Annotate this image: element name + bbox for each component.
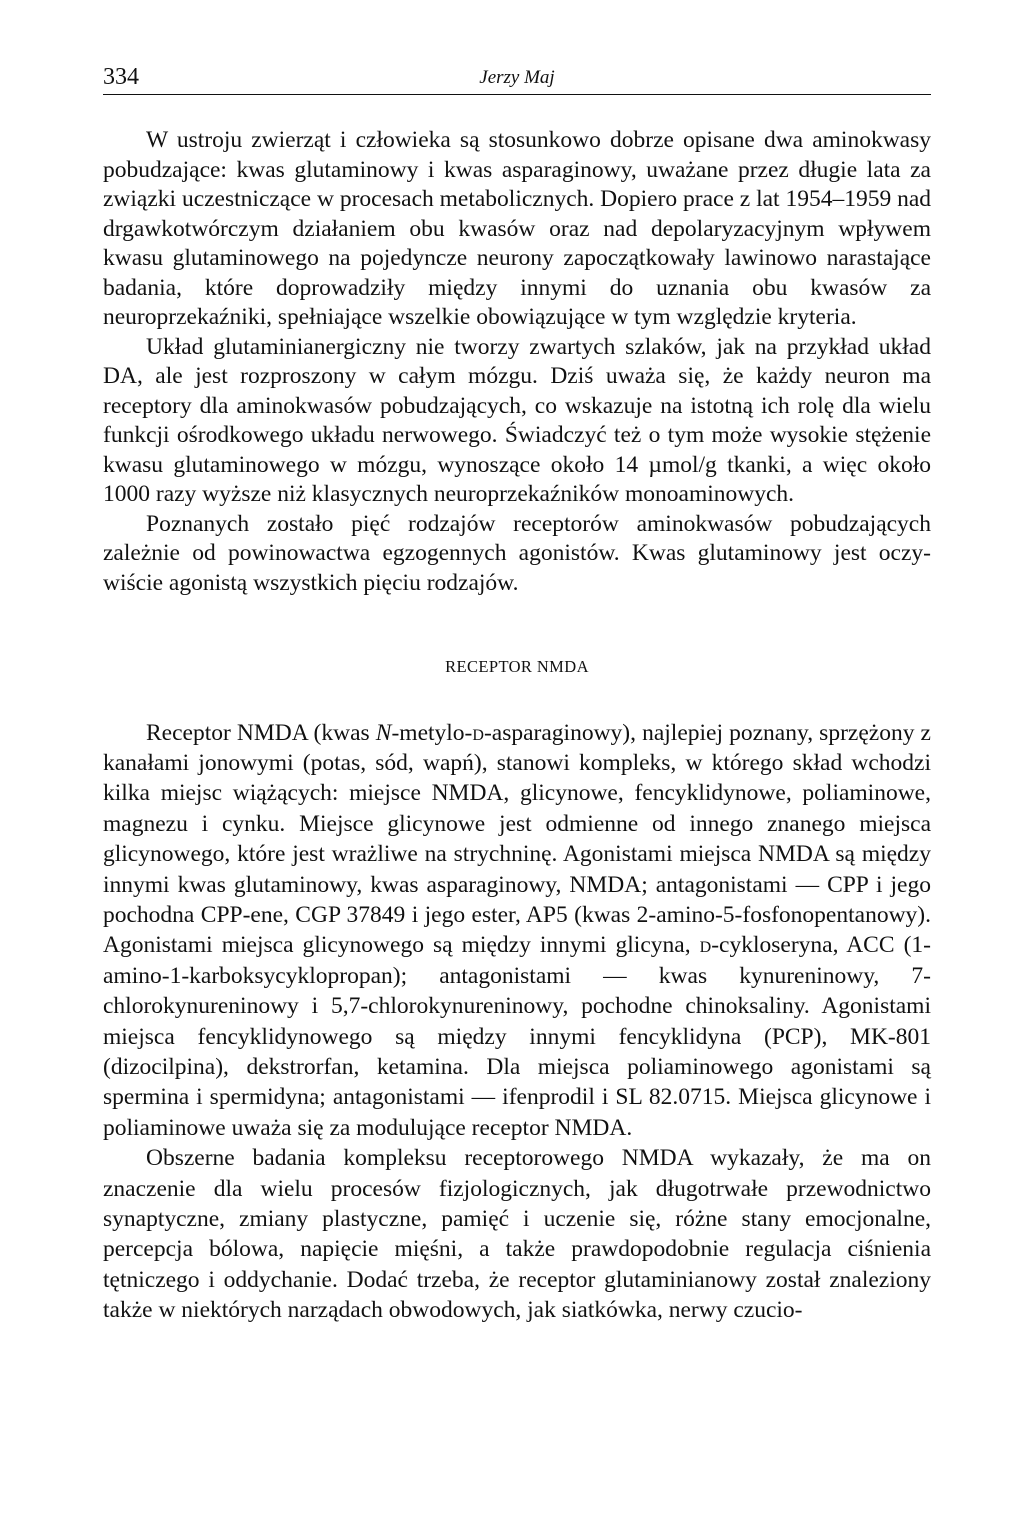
running-head: Jerzy Maj (479, 67, 555, 88)
paragraph: Obszerne badania kompleksu receptorowego NMDA wykazały, że ma on znaczenie dla wielu procesów fizjologicznych, jak długotrwałe przewodnictwo synaptyczne, zmiany plastyczne, pamięć i uczenie się, różne stany emocjonalne, percepcja bólowa, napięcie mięśni, a także prawdopodobnie regulacja ciśnienia tętniczego i oddychanie. Dodać trzeba, że receptor glutaminianowy został znaleziony także w niektórych narządach obwodowych, jak siatkówka, nerwy czucio- (103, 1145, 931, 1324)
body-text (103, 126, 931, 1326)
page-header (103, 62, 931, 95)
text-run: -metylo- (391, 719, 473, 746)
page-number: 334 (103, 64, 139, 90)
paragraph: Układ glutaminianergiczny nie tworzy zwartych szlaków, jak na przykład układ DA, ale jest rozproszony w całym mózgu. Dziś uważa się, że każdy neuron ma receptory dla aminokwasów pobudzających, co wskazuje na istotną ich rolę dla wielu funkcji ośrodkowego układu nerwowego. Świadczyć też o tym może wysokie stężenie kwasu glutaminowego w mózgu, wynoszące około 14 µmol/g tkanki, a więc około 1000 razy wyższe niż klasycznych neuroprzekaźników monoaminowych. (103, 333, 931, 507)
section-heading: RECEPTOR NMDA (445, 657, 589, 676)
small-caps-run: d (472, 719, 484, 746)
text-run: -asparaginowy), najlepiej poznany, sprzężony z kanałami jonowymi (potas, sód, wapń), stanowi kompleks, w którego skład wchodzi kilka miejsc wiążących: miejsce NMDA, glicynowe, fencyklidynowe, poliaminowe, magnezu i cynku. Miejsce glicynowe jest odmienne od innego znanego miejsca glicynowego, które jest wrażliwe na strychninę. Agonistami miejsca NMDA są między innymi kwas glutaminowy, kwas asparaginowy, NMDA; antagonistami — CPP i jego pochodna CPP-ene, CGP 37849 i jego ester, AP5 (kwas 2-amino-5-fosfonopentanowy). Agonistami miejsca glicynowego są między innymi glicyna, (103, 719, 931, 959)
paragraph: W ustroju zwierząt i człowieka są stosunkowo dobrze opisane dwa aminokwasy pobudzające: kwas glutaminowy i kwas asparaginowy, uważane przez długie lata za związki uczestniczące w procesach metabolicznych. Dopiero prace z lat 1954–1959 nad drgawkotwórczym działaniem obu kwasów oraz nad depolaryzacyjnym wpływem kwasu glutaminowego na pojedyncze neurony zapoczątkowały lawinowo narastające badania, które doprowadziły między innymi do uznania obu kwasów za neuroprzekaźniki, spełniające wszelkie obowiązujące w tym względzie kryteria. (103, 127, 931, 330)
text-run: Receptor NMDA (kwas (146, 719, 376, 746)
small-caps-run: d (699, 932, 712, 959)
paragraph: Poznanych zostało pięć rodzajów receptorów aminokwasów pobudzających zależnie od powinowactwa egzogennych agonistów. Kwas glutaminowy jest oczywiście agonistą wszystkich pięciu rodzajów. (103, 510, 931, 596)
paragraph (103, 718, 931, 1144)
section-nmda (103, 718, 931, 1326)
italic-run: N (375, 719, 392, 746)
text-run: -cykloseryna, ACC (1-amino-1-karboksycyklopropan); antagonistami — kwas kynureninowy, 7-chlorokynureninowy i 5,7-chlorokynureninowy, pochodne chinoksaliny. Agonistami miejsca fencyklidynowego są między innymi fencyklidyna (PCP), MK-801 (dizocilpina), dekstrorfan, ketamina. Dla miejsca poliaminowego agonistami są spermina i spermidyna; antagonistami — ifenprodil i SL 82.0715. Miejsca glicynowe i poliaminowe uważa się za modulujące receptor NMDA. (103, 932, 931, 1141)
